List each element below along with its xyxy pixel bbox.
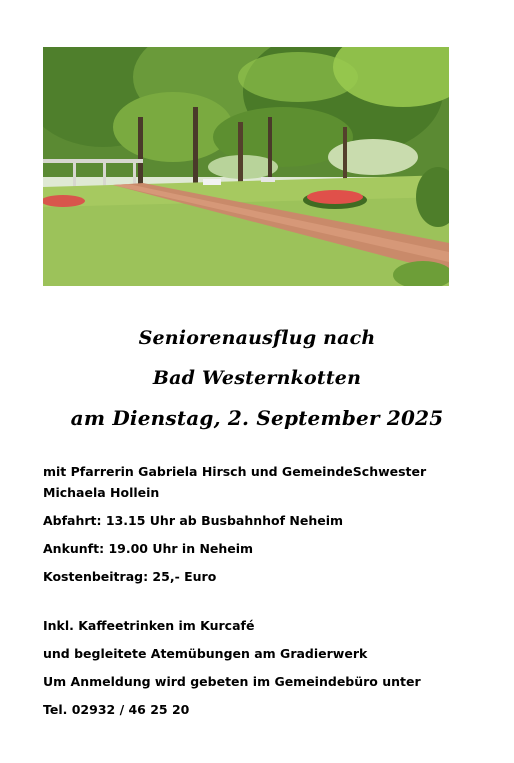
title-line-date: am Dienstag, 2. September 2025 [70,406,444,430]
event-title [0,318,514,438]
departure-line: Abfahrt: 13.15 Uhr ab Busbahnhof Neheim [43,513,344,528]
registration-line: Um Anmeldung wird gebeten im Gemeindebüro unter [43,674,421,689]
cost-line: Kostenbeitrag: 25,- Euro [43,569,217,584]
arrival-line: Ankunft: 19.00 Uhr in Neheim [43,541,254,556]
title-line-2: Bad Westernkotten [152,367,362,389]
hosts-line-2: Michaela Hollein [43,485,160,500]
park-photo [43,47,449,286]
title-line-1: Seniorenausflug nach [138,327,376,349]
included-line-1: Inkl. Kaffeetrinken im Kurcafé [43,618,255,633]
included-line-2: und begleitete Atemübungen am Gradierwerk [43,646,368,661]
event-details [43,461,483,720]
phone-line: Tel. 02932 / 46 25 20 [43,702,190,717]
hosts-line: mit Pfarrerin Gabriela Hirsch und GemeindeSchwester [43,464,427,479]
